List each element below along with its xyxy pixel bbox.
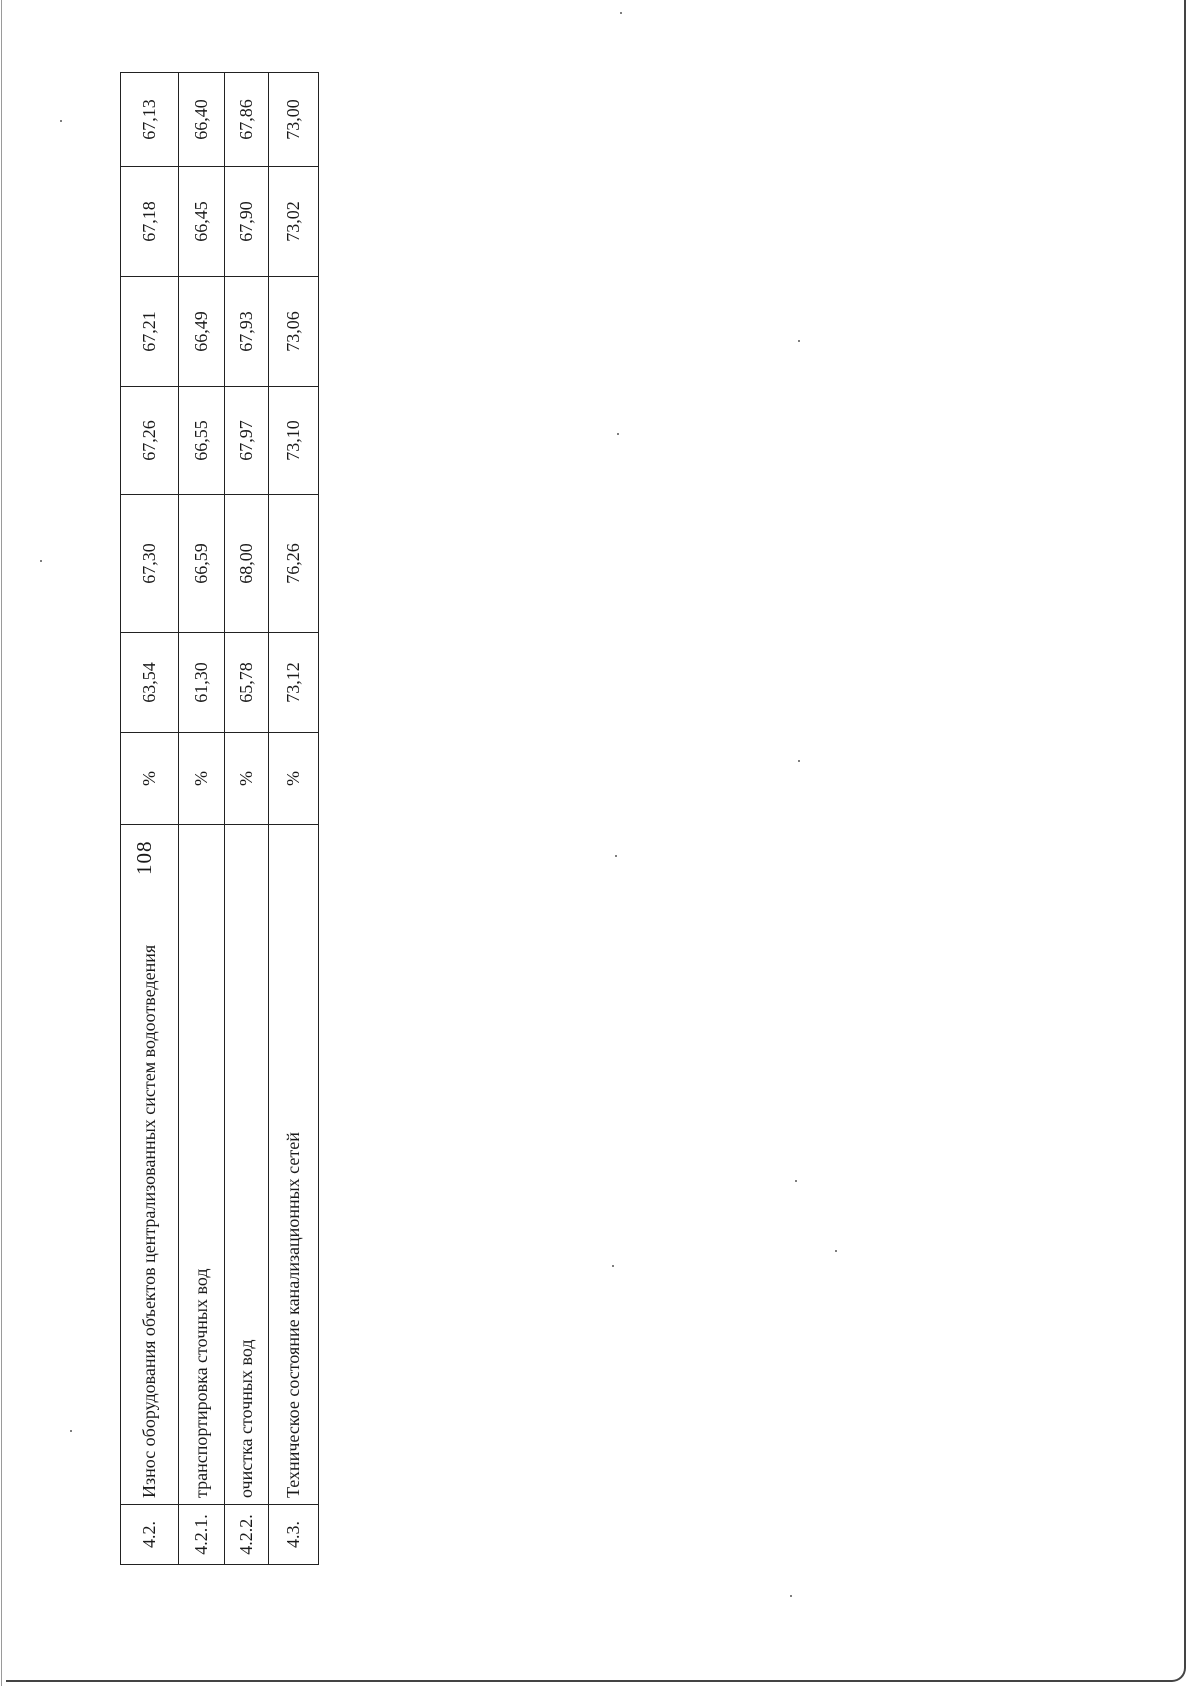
row-value: 67,93 — [225, 277, 269, 387]
row-description: транспортировка сточных вод — [179, 825, 225, 1505]
row-value: 67,18 — [121, 167, 179, 277]
scan-speck — [612, 1265, 614, 1267]
scan-speck — [798, 760, 800, 762]
row-unit: % — [179, 733, 225, 825]
row-value: 66,55 — [179, 387, 225, 495]
page-number: 108 — [132, 840, 156, 875]
scan-speck — [790, 1595, 792, 1597]
scan-speck — [70, 1430, 72, 1432]
row-unit: % — [121, 733, 179, 825]
scan-speck — [798, 340, 800, 342]
row-value: 67,21 — [121, 277, 179, 387]
row-value: 68,00 — [225, 495, 269, 633]
row-value: 67,26 — [121, 387, 179, 495]
row-description: Техническое состояние канализационных сетей — [269, 825, 319, 1505]
scan-speck — [620, 12, 622, 14]
row-unit: % — [225, 733, 269, 825]
table-row — [225, 73, 269, 1565]
row-value: 67,97 — [225, 387, 269, 495]
row-value: 73,12 — [269, 633, 319, 733]
row-description: очистка сточных вод — [225, 825, 269, 1505]
row-value: 63,54 — [121, 633, 179, 733]
row-number: 4.2.1. — [179, 1505, 225, 1565]
row-value: 66,59 — [179, 495, 225, 633]
row-value: 76,26 — [269, 495, 319, 633]
row-value: 73,02 — [269, 167, 319, 277]
row-value: 73,10 — [269, 387, 319, 495]
scan-speck — [40, 560, 42, 562]
page-left-edge — [1, 0, 2, 1686]
row-number: 4.3. — [269, 1505, 319, 1565]
row-value: 67,86 — [225, 73, 269, 167]
row-description: Износ оборудования объектов централизованных систем водоотведения — [121, 825, 179, 1505]
scan-speck — [615, 855, 617, 857]
row-value: 66,45 — [179, 167, 225, 277]
rotated-content — [120, 73, 320, 1565]
scan-speck — [617, 433, 619, 435]
table-row — [121, 73, 179, 1565]
row-value: 67,30 — [121, 495, 179, 633]
row-value: 67,13 — [121, 73, 179, 167]
row-value: 61,30 — [179, 633, 225, 733]
row-value: 66,40 — [179, 73, 225, 167]
table-row — [179, 73, 225, 1565]
scan-speck — [795, 1180, 797, 1182]
scan-speck — [835, 1250, 837, 1252]
row-number: 4.2. — [121, 1505, 179, 1565]
table-row — [269, 73, 319, 1565]
row-value: 67,90 — [225, 167, 269, 277]
row-value: 66,49 — [179, 277, 225, 387]
row-value: 65,78 — [225, 633, 269, 733]
data-table — [120, 72, 319, 1565]
row-value: 73,06 — [269, 277, 319, 387]
row-value: 73,00 — [269, 73, 319, 167]
row-number: 4.2.2. — [225, 1505, 269, 1565]
row-unit: % — [269, 733, 319, 825]
scan-speck — [60, 120, 62, 122]
